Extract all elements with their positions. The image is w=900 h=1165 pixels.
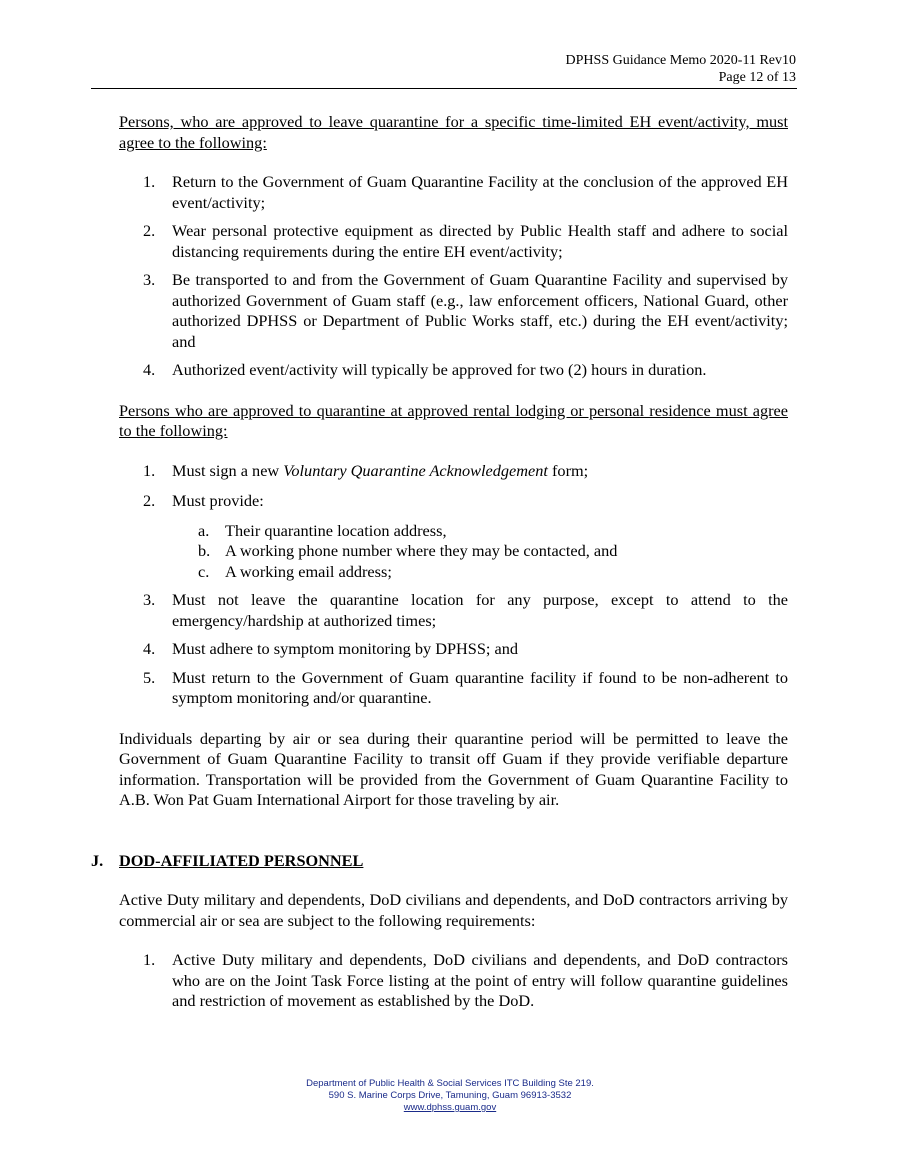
rental-intro: Persons who are approved to quarantine at approved rental lodging or personal residence must agree to the following:: [119, 400, 788, 440]
list-item: 1. Active Duty military and dependents, DoD civilians and dependents, and DoD contractors who are on the Joint Task Force listing at the point of entry will follow quarantine guidelines and restriction of movement as established by the DoD.: [143, 950, 788, 1010]
list-item: 4. Authorized event/activity will typically be approved for two (2) hours in duration.: [143, 360, 707, 379]
list-item: 4. Must adhere to symptom monitoring by DPHSS; and: [143, 639, 518, 658]
page-header: [566, 52, 796, 86]
sublist-item: b. A working phone number where they may be contacted, and: [198, 541, 618, 560]
footer-department: Department of Public Health & Social Services ITC Building Ste 219.: [306, 1078, 594, 1089]
eh-requirements-list: [119, 172, 788, 381]
sublist-item: a. Their quarantine location address,: [198, 520, 447, 540]
document-body: [91, 112, 788, 1012]
form-name: Voluntary Quarantine Acknowledgement: [283, 460, 548, 480]
footer-address: 590 S. Marine Corps Drive, Tamuning, Guam 96913-3532: [328, 1090, 572, 1101]
list-item: 5. Must return to the Government of Guam quarantine facility if found to be non-adherent to symptom monitoring and/or quarantine.: [143, 667, 788, 707]
list-item: 2. Wear personal protective equipment as directed by Public Health staff and adhere to social distancing requirements during the entire EH event/activity;: [143, 221, 788, 261]
list-item: 3. Must not leave the quarantine location for any purpose, except to attend to the emergency/hardship at authorized times;: [143, 590, 788, 630]
list-item: 3. Be transported to and from the Government of Guam Quarantine Facility and supervised by authorized Government of Guam staff (e.g., law enforcement officers, National Guard, other authorized DPHSS or Department of Public Works staff, etc.) during the EH event/activity; and: [143, 270, 788, 351]
dod-requirements-list: [119, 950, 788, 1012]
sublist-item: c. A working email address;: [198, 561, 392, 581]
provide-sublist: [172, 521, 788, 583]
page-footer: [0, 1078, 900, 1114]
eh-intro: Persons, who are approved to leave quarantine for a specific time-limited EH event/activity, must agree to the following:: [119, 112, 788, 152]
section-letter: J.: [91, 850, 104, 870]
header-divider: [91, 88, 797, 89]
departing-paragraph: Individuals departing by air or sea during their quarantine period will be permitted to leave the Government of Guam Quarantine Facility to transit off Guam if they provide verifiable departure information. Transportation will be provided from the Government of Guam Quarantine Facility to A.B. Won Pat Guam International Airport for those traveling by air.: [119, 728, 788, 809]
memo-id: DPHSS Guidance Memo 2020-11 Rev10: [565, 53, 796, 68]
list-item: 1. Must sign a new Voluntary Quarantine Acknowledgement form;: [143, 460, 589, 480]
website-link[interactable]: www.dphss.guam.gov: [403, 1102, 497, 1113]
list-item: 1. Return to the Government of Guam Quarantine Facility at the conclusion of the approved EH event/activity;: [143, 172, 788, 212]
section-title: DOD-AFFILIATED PERSONNEL: [119, 850, 364, 870]
section-j-intro: Active Duty military and dependents, DoD civilians and dependents, and DoD contractors arriving by commercial air or sea are subject to the following requirements:: [119, 890, 788, 930]
page-number: Page 12 of 13: [718, 70, 796, 85]
section-j-heading: [91, 850, 788, 872]
rental-requirements-list: [119, 461, 788, 709]
list-item: 2. Must provide: a. Their quarantine location address, b. A working phone number where they may be contacted, and c. A working email address;: [119, 491, 788, 582]
